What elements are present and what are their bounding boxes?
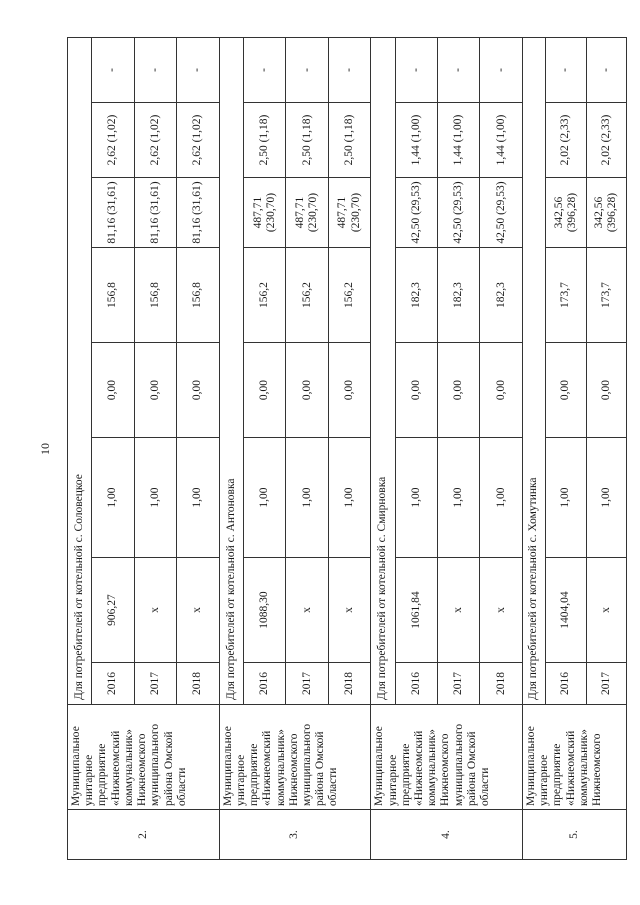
dash-cell: -: [92, 37, 134, 102]
norm-cell: 173,7: [586, 248, 626, 343]
year-cell: 2017: [286, 663, 328, 705]
value-cell: x: [286, 558, 328, 663]
value-cell: x: [134, 558, 176, 663]
norm-cell: 156,2: [328, 248, 370, 343]
norm-cell: 182,3: [395, 248, 437, 343]
cost2-cell: 1,44 (1,00): [438, 103, 480, 178]
boiler-header-cell: Для потребителей от котельной с. Антоновка: [219, 37, 243, 704]
rate-cell: 0,00: [286, 343, 328, 438]
norm-cell: 156,2: [244, 248, 286, 343]
coef-cell: 1,00: [546, 438, 586, 558]
coef-cell: 1,00: [134, 438, 176, 558]
norm-cell: 156,8: [134, 248, 176, 343]
cost-cell: 81,16 (31,61): [134, 178, 176, 248]
value-cell: x: [328, 558, 370, 663]
boiler-header-cell: Для потребителей от котельной с. Соловецкое: [68, 37, 92, 704]
year-cell: 2016: [92, 663, 134, 705]
coef-cell: 1,00: [438, 438, 480, 558]
year-cell: 2018: [328, 663, 370, 705]
coef-cell: 1,00: [286, 438, 328, 558]
row-number-cell: 4.: [371, 810, 523, 860]
dash-cell: -: [328, 37, 370, 102]
cost-cell: 487,71 (230,70): [286, 178, 328, 248]
tariff-table: [67, 37, 627, 860]
dash-cell: -: [438, 37, 480, 102]
cost-cell: 42,50 (29,53): [480, 178, 522, 248]
row-number-cell: 2.: [68, 810, 220, 860]
rate-cell: 0,00: [438, 343, 480, 438]
cost-cell: 42,50 (29,53): [438, 178, 480, 248]
year-cell: 2016: [244, 663, 286, 705]
norm-cell: 156,2: [286, 248, 328, 343]
row-number-cell: 3.: [219, 810, 371, 860]
value-cell: 906,27: [92, 558, 134, 663]
year-cell: 2016: [395, 663, 437, 705]
value-cell: 1404,04: [546, 558, 586, 663]
cost2-cell: 2,50 (1,18): [328, 103, 370, 178]
dash-cell: -: [286, 37, 328, 102]
rate-cell: 0,00: [177, 343, 219, 438]
dash-cell: -: [546, 37, 586, 102]
rate-cell: 0,00: [328, 343, 370, 438]
dash-cell: -: [244, 37, 286, 102]
coef-cell: 1,00: [244, 438, 286, 558]
value-cell: x: [438, 558, 480, 663]
cost-cell: 342,56 (396,28): [546, 178, 586, 248]
cost2-cell: 2,50 (1,18): [244, 103, 286, 178]
year-cell: 2017: [438, 663, 480, 705]
rate-cell: 0,00: [586, 343, 626, 438]
row-number-cell: 5.: [522, 810, 626, 860]
group-header-row: [219, 37, 243, 859]
year-cell: 2018: [480, 663, 522, 705]
dash-cell: -: [586, 37, 626, 102]
coef-cell: 1,00: [586, 438, 626, 558]
value-cell: x: [177, 558, 219, 663]
cost-cell: 81,16 (31,61): [177, 178, 219, 248]
coef-cell: 1,00: [480, 438, 522, 558]
dash-cell: -: [480, 37, 522, 102]
value-cell: x: [480, 558, 522, 663]
rotated-table-container: [67, 38, 627, 860]
value-cell: x: [586, 558, 626, 663]
cost2-cell: 2,62 (1,02): [177, 103, 219, 178]
rate-cell: 0,00: [546, 343, 586, 438]
cost2-cell: 2,50 (1,18): [286, 103, 328, 178]
norm-cell: 182,3: [480, 248, 522, 343]
rate-cell: 0,00: [92, 343, 134, 438]
coef-cell: 1,00: [328, 438, 370, 558]
cost-cell: 81,16 (31,61): [92, 178, 134, 248]
boiler-header-cell: Для потребителей от котельной с. Смирновка: [371, 37, 395, 704]
year-cell: 2017: [134, 663, 176, 705]
rate-cell: 0,00: [480, 343, 522, 438]
rate-cell: 0,00: [244, 343, 286, 438]
organization-cell: Муниципальное унитарное предприятие «Нижнеомский коммунальник» Нижнеомского муниципального района Омской области: [219, 705, 371, 810]
coef-cell: 1,00: [395, 438, 437, 558]
boiler-header-cell: Для потребителей от котельной с. Хомутинка: [522, 37, 545, 704]
page-number: 10: [38, 443, 52, 455]
organization-cell: Муниципальное унитарное предприятие «Нижнеомский коммунальник» Нижнеомского муниципального района Омской области: [68, 705, 220, 810]
norm-cell: 156,8: [177, 248, 219, 343]
norm-cell: 156,8: [92, 248, 134, 343]
cost2-cell: 2,02 (2,33): [546, 103, 586, 178]
cost2-cell: 2,62 (1,02): [134, 103, 176, 178]
group-header-row: [371, 37, 395, 859]
rate-cell: 0,00: [134, 343, 176, 438]
dash-cell: -: [395, 37, 437, 102]
cost2-cell: 2,62 (1,02): [92, 103, 134, 178]
coef-cell: 1,00: [92, 438, 134, 558]
value-cell: 1061,84: [395, 558, 437, 663]
rate-cell: 0,00: [395, 343, 437, 438]
cost2-cell: 2,02 (2,33): [586, 103, 626, 178]
dash-cell: -: [177, 37, 219, 102]
year-cell: 2017: [586, 663, 626, 705]
organization-cell: Муниципальное унитарное предприятие «Нижнеомский коммунальник» Нижнеомского: [522, 705, 626, 810]
group-header-row: [522, 37, 545, 859]
year-cell: 2018: [177, 663, 219, 705]
norm-cell: 173,7: [546, 248, 586, 343]
group-header-row: [68, 37, 92, 859]
year-cell: 2016: [546, 663, 586, 705]
norm-cell: 182,3: [438, 248, 480, 343]
cost2-cell: 1,44 (1,00): [480, 103, 522, 178]
coef-cell: 1,00: [177, 438, 219, 558]
cost-cell: 487,71 (230,70): [244, 178, 286, 248]
cost2-cell: 1,44 (1,00): [395, 103, 437, 178]
dash-cell: -: [134, 37, 176, 102]
cost-cell: 487,71 (230,70): [328, 178, 370, 248]
organization-cell: Муниципальное унитарное предприятие «Нижнеомский коммунальник» Нижнеомского муниципального района Омской области: [371, 705, 523, 810]
value-cell: 1088,30: [244, 558, 286, 663]
cost-cell: 342,56 (396,28): [586, 178, 626, 248]
cost-cell: 42,50 (29,53): [395, 178, 437, 248]
